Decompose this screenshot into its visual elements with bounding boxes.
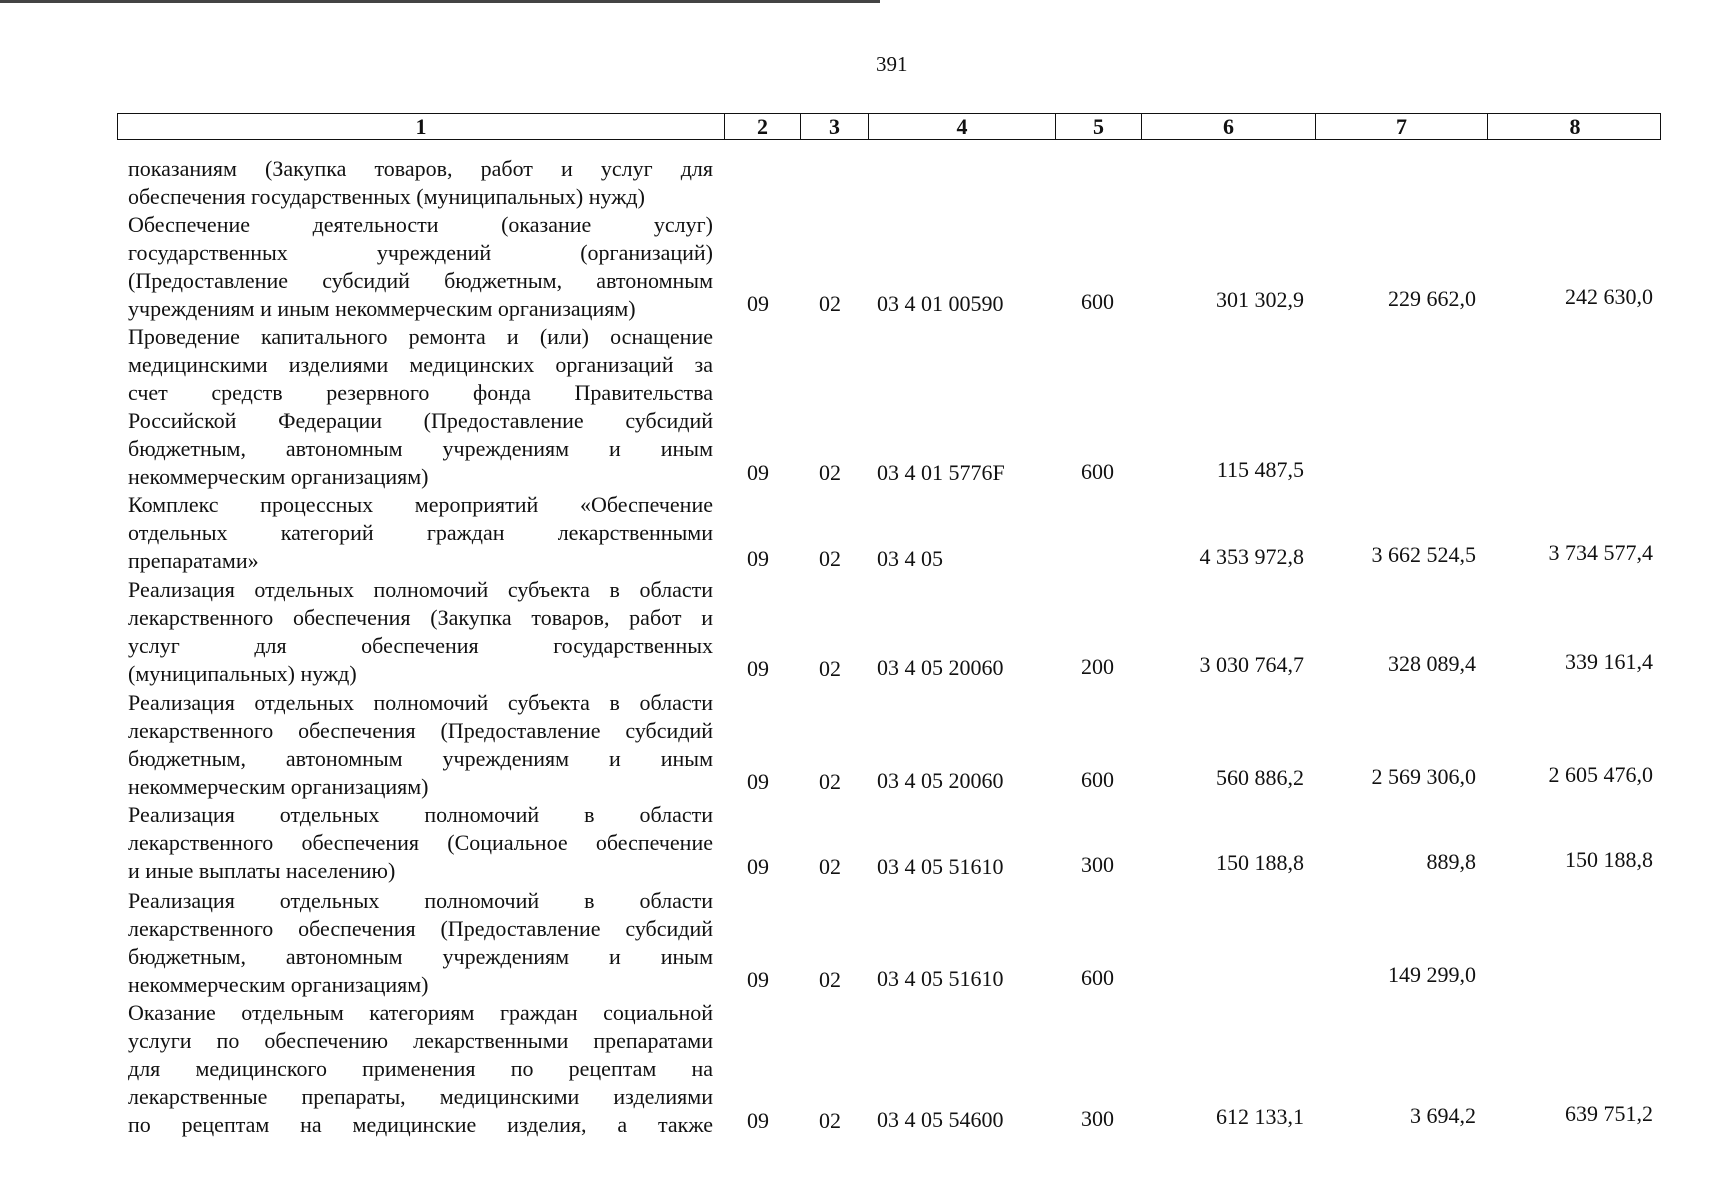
- row-4-line-1: лекарственного обеспечения (Закупка товаров, работ и: [128, 605, 713, 630]
- row-1-line-2: (Предоставление субсидий бюджетным, автономным: [128, 268, 713, 293]
- row-7-description: [128, 887, 713, 999]
- row-4-line-0: Реализация отдельных полномочий субъекта в области: [128, 577, 713, 602]
- row-0-line-0: показаниям (Закупка товаров, работ и услуг для: [128, 156, 713, 181]
- row-6-section: 09: [747, 854, 769, 879]
- row-5-subsection: 02: [819, 769, 841, 794]
- row-8-section: 09: [747, 1108, 769, 1133]
- row-1-amount-col8: 242 630,0: [1565, 284, 1653, 309]
- row-7-line-1: лекарственного обеспечения (Предоставление субсидий: [128, 916, 713, 941]
- row-4-amount-col7: 328 089,4: [1388, 651, 1476, 676]
- row-1-subsection: 02: [819, 291, 841, 316]
- row-4-target-code: 03 4 05 20060: [877, 655, 1004, 680]
- row-8-amount-col8: 639 751,2: [1565, 1101, 1653, 1126]
- row-5-amount-col7: 2 569 306,0: [1371, 764, 1476, 789]
- row-5-amount-col8: 2 605 476,0: [1548, 762, 1653, 787]
- row-2-line-1: медицинскими изделиями медицинских организаций за: [128, 352, 713, 377]
- row-1-target-code: 03 4 01 00590: [877, 291, 1004, 316]
- row-3-line-2: препаратами»: [128, 548, 259, 573]
- row-5-section: 09: [747, 769, 769, 794]
- column-header-7: 7: [1315, 114, 1487, 139]
- row-6-subsection: 02: [819, 854, 841, 879]
- row-6-target-code: 03 4 05 51610: [877, 854, 1004, 879]
- row-5-amount-col6: 560 886,2: [1216, 765, 1304, 790]
- row-4-description: [128, 576, 713, 688]
- row-7-line-2: бюджетным, автономным учреждениям и иным: [128, 944, 713, 969]
- row-6-amount-col6: 150 188,8: [1216, 850, 1304, 875]
- row-4-line-2: услуг для обеспечения государственных: [128, 633, 713, 658]
- row-6-expense-type: 300: [1081, 852, 1114, 877]
- row-5-line-0: Реализация отдельных полномочий субъекта в области: [128, 690, 713, 715]
- column-header-8: 8: [1487, 114, 1662, 139]
- row-3-line-0: Комплекс процессных мероприятий «Обеспечение: [128, 492, 713, 517]
- column-header-6: 6: [1141, 114, 1315, 139]
- row-1-line-0: Обеспечение деятельности (оказание услуг): [128, 212, 713, 237]
- row-2-section: 09: [747, 460, 769, 485]
- row-8-line-2: для медицинского применения по рецептам на: [128, 1056, 713, 1081]
- row-6-amount-col7: 889,8: [1426, 849, 1476, 874]
- row-8-line-3: лекарственные препараты, медицинскими изделиями: [128, 1084, 713, 1109]
- row-6-amount-col8: 150 188,8: [1565, 847, 1653, 872]
- row-4-amount-col8: 339 161,4: [1565, 649, 1653, 674]
- row-8-amount-col6: 612 133,1: [1216, 1104, 1304, 1129]
- row-3-description: [128, 491, 713, 575]
- row-8-subsection: 02: [819, 1108, 841, 1133]
- row-2-line-3: Российской Федерации (Предоставление субсидий: [128, 408, 713, 433]
- row-5-target-code: 03 4 05 20060: [877, 768, 1004, 793]
- row-0-line-1: обеспечения государственных (муниципальных) нужд): [128, 184, 645, 209]
- page-number: 391: [876, 52, 908, 76]
- row-2-line-0: Проведение капитального ремонта и (или) оснащение: [128, 324, 713, 349]
- row-4-expense-type: 200: [1081, 654, 1114, 679]
- row-6-description: [128, 801, 713, 885]
- row-2-description: [128, 323, 713, 491]
- table-header-row: [117, 113, 1661, 140]
- row-3-subsection: 02: [819, 546, 841, 571]
- row-7-target-code: 03 4 05 51610: [877, 966, 1004, 991]
- row-2-subsection: 02: [819, 460, 841, 485]
- row-4-amount-col6: 3 030 764,7: [1199, 652, 1304, 677]
- row-5-line-1: лекарственного обеспечения (Предоставление субсидий: [128, 718, 713, 743]
- row-3-section: 09: [747, 546, 769, 571]
- row-2-amount-col6: 115 487,5: [1216, 457, 1304, 482]
- row-8-description: [128, 999, 713, 1139]
- row-5-line-3: некоммерческим организациям): [128, 774, 429, 799]
- row-5-line-2: бюджетным, автономным учреждениям и иным: [128, 746, 713, 771]
- row-0-description: [128, 155, 713, 211]
- row-7-line-3: некоммерческим организациям): [128, 972, 429, 997]
- row-1-description: [128, 211, 713, 323]
- row-1-section: 09: [747, 291, 769, 316]
- row-7-line-0: Реализация отдельных полномочий в области: [128, 888, 713, 913]
- row-7-subsection: 02: [819, 967, 841, 992]
- row-1-expense-type: 600: [1081, 289, 1114, 314]
- row-5-expense-type: 600: [1081, 767, 1114, 792]
- row-2-target-code: 03 4 01 5776F: [877, 460, 1005, 485]
- row-3-target-code: 03 4 05: [877, 546, 943, 571]
- row-3-amount-col7: 3 662 524,5: [1371, 542, 1476, 567]
- row-7-amount-col7: 149 299,0: [1388, 962, 1476, 987]
- row-5-description: [128, 689, 713, 801]
- row-8-expense-type: 300: [1081, 1106, 1114, 1131]
- row-8-amount-col7: 3 694,2: [1410, 1103, 1476, 1128]
- row-2-line-4: бюджетным, автономным учреждениям и иным: [128, 436, 713, 461]
- row-1-amount-col6: 301 302,9: [1216, 287, 1304, 312]
- row-3-amount-col8: 3 734 577,4: [1548, 540, 1653, 565]
- column-header-2: 2: [724, 114, 800, 139]
- row-3-line-1: отдельных категорий граждан лекарственными: [128, 520, 713, 545]
- row-8-line-1: услуги по обеспечению лекарственными препаратами: [128, 1028, 713, 1053]
- row-3-amount-col6: 4 353 972,8: [1199, 544, 1304, 569]
- row-8-target-code: 03 4 05 54600: [877, 1107, 1004, 1132]
- column-header-1: 1: [415, 114, 427, 139]
- row-6-line-1: лекарственного обеспечения (Социальное обеспечение: [128, 830, 713, 855]
- column-header-4: 4: [868, 114, 1055, 139]
- row-2-line-5: некоммерческим организациям): [128, 464, 429, 489]
- row-1-line-3: учреждениям и иным некоммерческим организациям): [128, 296, 636, 321]
- row-1-amount-col7: 229 662,0: [1388, 286, 1476, 311]
- row-1-line-1: государственных учреждений (организаций): [128, 240, 713, 265]
- row-4-section: 09: [747, 656, 769, 681]
- column-header-3: 3: [800, 114, 868, 139]
- row-2-expense-type: 600: [1081, 459, 1114, 484]
- row-6-line-0: Реализация отдельных полномочий в области: [128, 802, 713, 827]
- row-7-section: 09: [747, 967, 769, 992]
- row-8-line-0: Оказание отдельным категориям граждан социальной: [128, 1000, 713, 1025]
- top-border-line: [0, 0, 880, 3]
- row-8-line-4: по рецептам на медицинские изделия, а также: [128, 1112, 713, 1137]
- row-2-line-2: счет средств резервного фонда Правительства: [128, 380, 713, 405]
- row-4-line-3: (муниципальных) нужд): [128, 661, 357, 686]
- column-header-5: 5: [1055, 114, 1141, 139]
- row-4-subsection: 02: [819, 656, 841, 681]
- row-7-expense-type: 600: [1081, 965, 1114, 990]
- row-6-line-2: и иные выплаты населению): [128, 858, 396, 883]
